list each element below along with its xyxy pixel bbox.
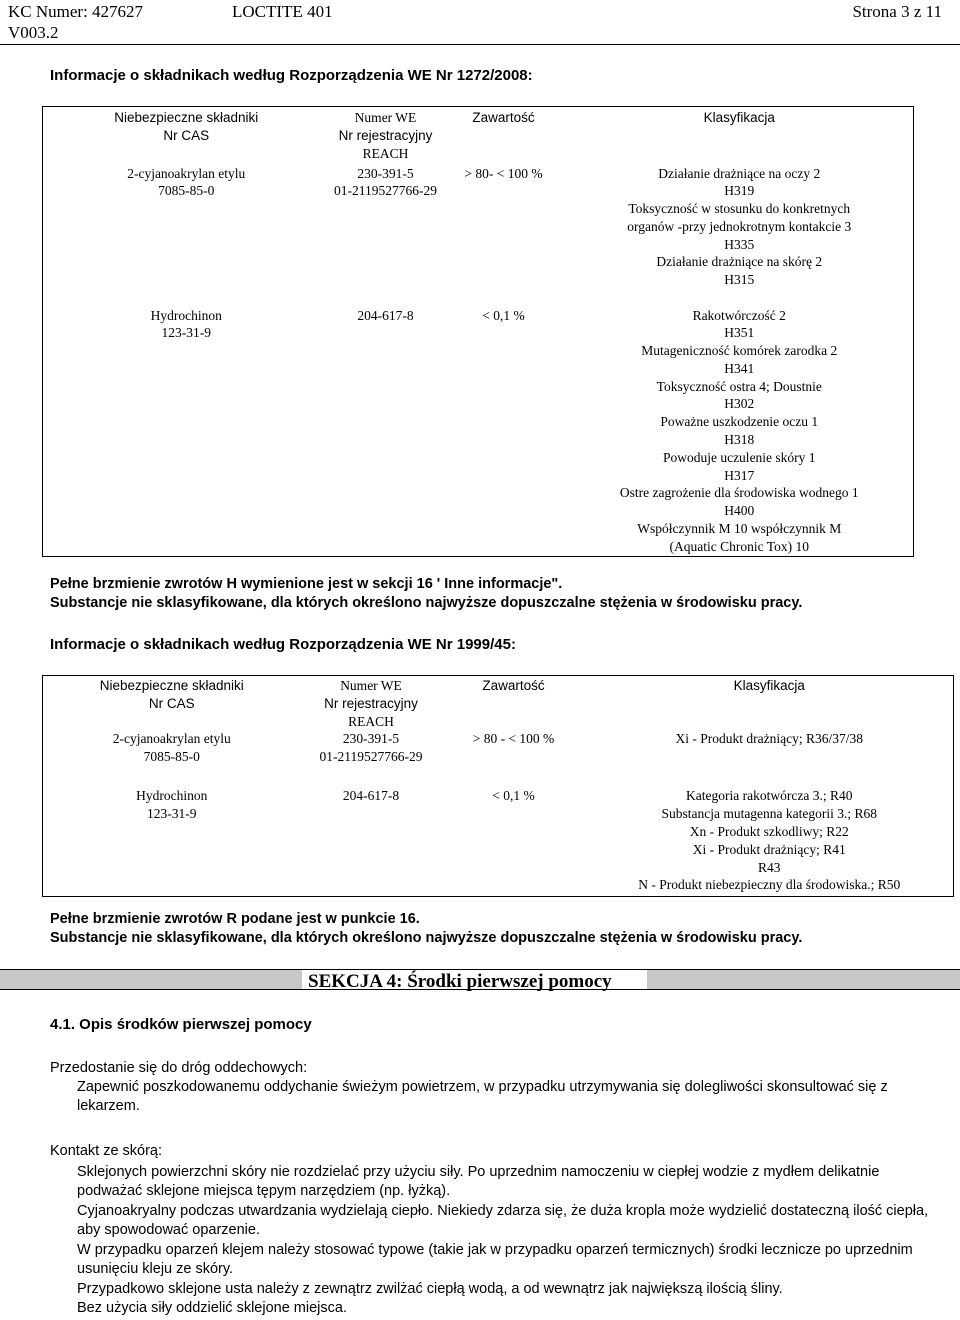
skin-paragraph: Sklejonych powierzchni skóry nie rozdzielać przy użyciu siły. Po uprzednim namoczeniu w ciepłej wodzie z mydłem delikatnie podważać sklejone miejsca tępym narzędziem (np. łyżką). xyxy=(77,1164,880,1200)
section-4-title: SEKCJA 4: Środki pierwszej pomocy xyxy=(308,971,612,992)
cell-ec: 204-617-8 xyxy=(357,307,414,323)
table-row xyxy=(43,784,954,896)
components-table-1272 xyxy=(42,106,914,557)
cell-content: < 0,1 % xyxy=(482,307,525,323)
table-row xyxy=(43,165,914,301)
exposure-limits-note: Substancje nie sklasyfikowane, dla których określono najwyższe dopuszczalne stężenia w środowisku pracy. xyxy=(50,595,803,611)
cell-classification: Rakotwórczość 2 H351 Mutageniczność komórek zarodka 2 H341 Toksyczność ostra 4; Doustnie H302 Poważne uszkodzenie oczu 1 H318 Powoduje uczulenie skóry 1 H317 Ostre zagrożenie dla środowiska wodnego 1 H400 Współczynnik M 10 współczynnik M (Aquatic Chronic Tox) 10 xyxy=(619,307,859,554)
skin-paragraph: Przypadkowo sklejone usta należy z zewnątrz zwilżać ciepłą wodą, a od wewnątrz jak największą ilością śliny. xyxy=(77,1281,783,1297)
r-phrases-note: Pełne brzmienie zwrotów R podane jest w punkcie 16. xyxy=(50,911,420,927)
header-content: Zawartość xyxy=(482,678,545,693)
header-content: Zawartość xyxy=(472,110,535,125)
header-ec: Numer WE Nr rejestracyjny REACH xyxy=(324,678,418,729)
skin-label: Kontakt ze skórą: xyxy=(50,1143,163,1159)
cell-content: < 0,1 % xyxy=(492,788,535,804)
table-row xyxy=(43,301,914,557)
section-1999-title: Informacje o składnikach według Rozporządzenia WE Nr 1999/45: xyxy=(50,636,516,653)
table-header-row xyxy=(43,676,954,731)
header-classification: Klasyfikacja xyxy=(703,110,775,125)
version: V003.2 xyxy=(8,23,59,42)
cell-substance: 2-cyjanoakrylan etylu 7085-85-0 xyxy=(112,731,231,765)
skin-paragraph: Bez użycia siły oddzielić sklejone miejsca. xyxy=(77,1300,347,1316)
table-row xyxy=(43,730,954,784)
cell-ec: 204-617-8 xyxy=(342,788,400,804)
cell-substance: Hydrochinon 123-31-9 xyxy=(150,307,222,341)
page-number: Strona 3 z 11 xyxy=(852,2,942,21)
cell-classification: Działanie drażniące na oczy 2 H319 Toksyczność w stosunku do konkretnych organów -przy jednokrotnym kontakcie 3 H335 Działanie drażniące na skórę 2 H315 xyxy=(627,165,852,288)
header-substance: Niebezpieczne składniki Nr CAS xyxy=(114,110,259,143)
breathing-label: Przedostanie się do dróg oddechowych: xyxy=(50,1060,308,1076)
skin-paragraph: Cyjanoakryalny podczas utwardzania wydzielają ciepło. Niekiedy zdarza się, że duża kropla może wydzielić dostateczną ilość ciepła, aby spowodować oparzenie. xyxy=(77,1203,929,1239)
subsection-4-1-title: 4.1. Opis środków pierwszej pomocy xyxy=(50,1016,312,1033)
cell-content: > 80 - < 100 % xyxy=(472,731,555,747)
components-table-1999 xyxy=(42,675,954,897)
skin-paragraph: W przypadku oparzeń klejem należy stosować typowe (takie jak w przypadku oparzeń termicznych) środki lecznicze po uprzednim usunięciu kleju ze skóry. xyxy=(77,1242,913,1278)
table-header-row xyxy=(43,107,914,165)
product-name: LOCTITE 401 xyxy=(232,2,333,21)
breathing-text: Zapewnić poszkodowanemu oddychanie świeżym powietrzem, w przypadku utrzymywania się dolegliwości skonsultować się z lekarzem. xyxy=(77,1079,888,1115)
cell-ec: 230-391-5 01-2119527766-29 xyxy=(334,165,437,199)
cell-substance: 2-cyjanoakrylan etylu 7085-85-0 xyxy=(127,165,246,199)
section-1272-title: Informacje o składnikach według Rozporządzenia WE Nr 1272/2008: xyxy=(50,67,533,84)
header-substance: Niebezpieczne składniki Nr CAS xyxy=(99,678,244,711)
cell-classification: Kategoria rakotwórcza 3.; R40 Substancja mutagenna kategorii 3.; R68 Xn - Produkt szkodliwy; R22 Xi - Produkt drażniący; R41 R43 N - Produkt niebezpieczny dla środowiska.; R50 xyxy=(638,788,901,893)
h-phrases-note: Pełne brzmienie zwrotów H wymienione jest w sekcji 16 ' Inne informacje". xyxy=(50,576,563,592)
exposure-limits-note: Substancje nie sklasyfikowane, dla których określono najwyższe dopuszczalne stężenia w środowisku pracy. xyxy=(50,930,803,946)
header-divider xyxy=(0,44,960,45)
kc-number: KC Numer: 427627 xyxy=(8,2,144,21)
header-classification: Klasyfikacja xyxy=(733,678,805,693)
cell-classification: Xi - Produkt drażniący; R36/37/38 xyxy=(675,731,863,747)
cell-content: > 80- < 100 % xyxy=(464,165,543,181)
header-ec: Numer WE Nr rejestracyjny REACH xyxy=(338,110,433,161)
cell-ec: 230-391-5 01-2119527766-29 xyxy=(319,731,423,765)
cell-substance: Hydrochinon 123-31-9 xyxy=(136,788,208,822)
